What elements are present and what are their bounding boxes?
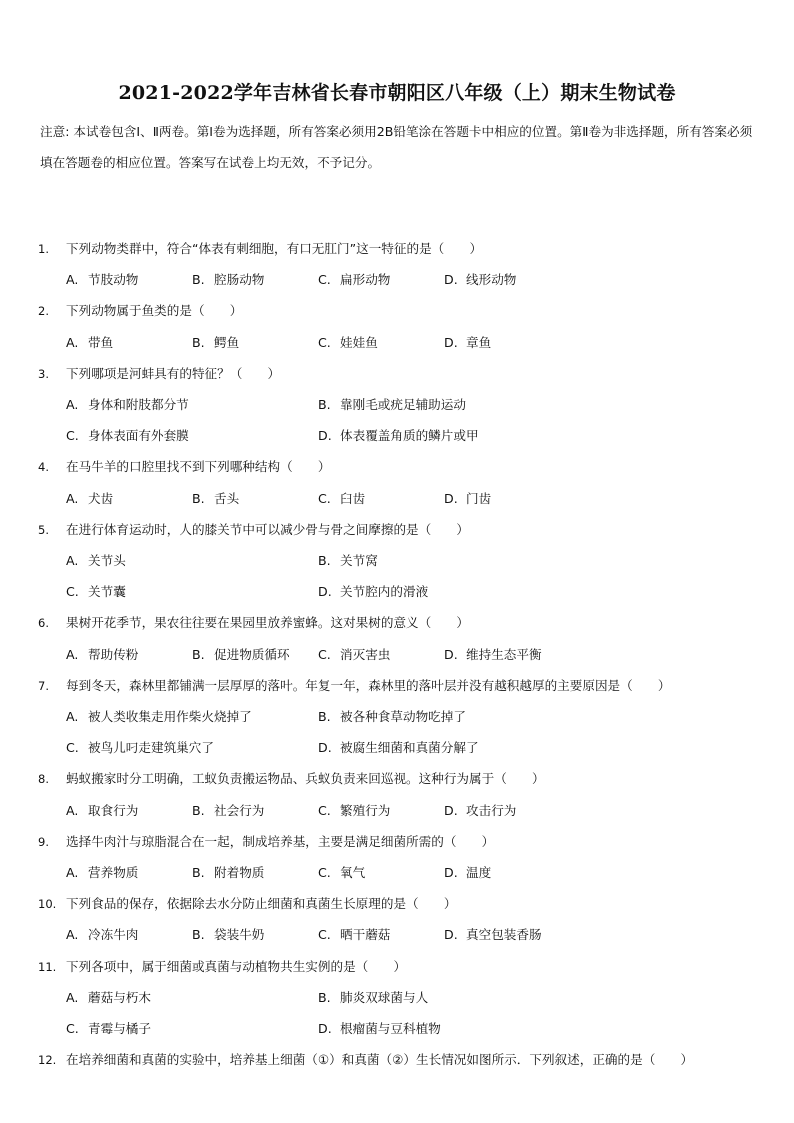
- option-c: [66, 425, 189, 447]
- question-number: 7.: [38, 678, 49, 693]
- option-a: [66, 644, 138, 666]
- option-text: 促进物质循环: [214, 646, 290, 662]
- question-stem: 在马牛羊的口腔里找不到下列哪种结构（ ）: [66, 459, 331, 475]
- option-letter: A.: [66, 553, 79, 568]
- option-letter: A.: [66, 646, 79, 662]
- question-9: [0, 831, 794, 853]
- option-b: [192, 269, 264, 291]
- option-letter: A.: [66, 802, 79, 818]
- option-text: 关节头: [88, 553, 126, 568]
- option-letter: B.: [318, 397, 331, 412]
- option-b: [318, 550, 378, 572]
- question-number: 6.: [38, 616, 49, 631]
- option-text: 娃娃鱼: [340, 334, 378, 350]
- option-text: 门齿: [466, 490, 492, 506]
- option-d: [318, 737, 479, 759]
- option-text: 臼齿: [340, 490, 366, 506]
- option-a: [66, 924, 138, 946]
- question-stem: 下列哪项是河蚌具有的特征？（ ）: [66, 365, 281, 381]
- option-text: 肺炎双球菌与人: [340, 989, 429, 1005]
- option-letter: C.: [66, 740, 79, 756]
- option-letter: B.: [318, 989, 331, 1005]
- option-letter: C.: [66, 428, 79, 444]
- question-8: [0, 768, 794, 790]
- option-a: [66, 269, 138, 291]
- option-text: 被人类收集走用作柴火烧掉了: [88, 709, 252, 724]
- option-text: 蘑菇与朽木: [88, 989, 151, 1005]
- option-b: [192, 488, 239, 510]
- option-c: [318, 800, 390, 822]
- option-letter: C.: [318, 802, 331, 818]
- option-d: [444, 332, 491, 354]
- option-c: [66, 581, 126, 603]
- question-stem: 选择牛肉汁与琼脂混合在一起，制成培养基，主要是满足细菌所需的（ ）: [66, 833, 495, 849]
- option-c: [66, 1018, 151, 1040]
- option-letter: C.: [318, 334, 331, 350]
- option-letter: C.: [318, 490, 331, 506]
- option-d: [444, 488, 491, 510]
- option-d: [318, 581, 428, 603]
- option-text: 维持生态平衡: [466, 646, 542, 662]
- question-7: [0, 675, 794, 697]
- option-b: [192, 800, 264, 822]
- option-letter: D.: [444, 646, 458, 662]
- option-text: 繁殖行为: [340, 802, 391, 818]
- option-letter: C.: [318, 646, 331, 662]
- option-a: [66, 550, 126, 572]
- option-c: [318, 924, 390, 946]
- option-letter: B.: [192, 490, 205, 506]
- option-text: 取食行为: [88, 802, 139, 818]
- option-d: [318, 425, 479, 447]
- option-text: 腔肠动物: [214, 272, 265, 288]
- option-letter: A.: [66, 989, 79, 1005]
- question-stem: 下列各项中，属于细菌或真菌与动植物共生实例的是（ ）: [66, 958, 407, 974]
- option-text: 被鸟儿叼走建筑巢穴了: [88, 740, 214, 756]
- question-3: [0, 363, 794, 385]
- question-stem: 下列动物属于鱼类的是（ ）: [66, 303, 243, 319]
- option-letter: D.: [444, 802, 458, 818]
- question-12: [0, 1049, 794, 1071]
- option-letter: D.: [318, 740, 332, 756]
- option-letter: B.: [192, 802, 205, 818]
- question-11: [0, 956, 794, 978]
- option-letter: D.: [444, 490, 458, 506]
- option-text: 冷冻牛肉: [88, 927, 139, 943]
- question-4: [0, 456, 794, 478]
- question-number: 9.: [38, 834, 49, 849]
- option-d: [444, 800, 516, 822]
- option-text: 营养物质: [88, 865, 139, 880]
- option-text: 体表覆盖角质的鳞片或甲: [340, 428, 479, 444]
- option-a: [66, 987, 151, 1009]
- option-letter: A.: [66, 865, 79, 880]
- option-letter: C.: [318, 927, 331, 943]
- option-text: 身体和附肢都分节: [88, 397, 189, 412]
- option-text: 被腐生细菌和真菌分解了: [340, 740, 479, 756]
- option-letter: B.: [192, 865, 205, 880]
- option-c: [318, 644, 390, 666]
- option-letter: C.: [318, 272, 331, 288]
- option-c: [66, 737, 214, 759]
- option-text: 线形动物: [466, 272, 517, 288]
- question-stem: 下列动物类群中，符合“体表有刺细胞，有口无肛门”这一特征的是（ ）: [66, 241, 483, 256]
- option-text: 攻击行为: [466, 802, 517, 818]
- option-text: 鳄鱼: [214, 334, 240, 350]
- option-text: 带鱼: [88, 334, 114, 350]
- option-b: [318, 706, 466, 728]
- option-text: 犬齿: [88, 490, 114, 506]
- option-letter: B.: [192, 927, 205, 943]
- question-number: 10.: [38, 897, 57, 912]
- option-text: 消灭害虫: [340, 646, 391, 662]
- option-letter: A.: [66, 334, 79, 350]
- exam-notice: 注意: 本试卷包含Ⅰ、Ⅱ两卷。第Ⅰ卷为选择题，所有答案必须用2B铅笔涂在答题卡中相应的位置。第Ⅱ卷为非选择题，所有答案必须填在答题卷的相应位置。答案写在试卷上均无效，不予记分。: [40, 124, 753, 170]
- question-number: 1.: [38, 242, 49, 256]
- option-letter: A.: [66, 927, 79, 943]
- question-2: [0, 300, 794, 322]
- question-stem: 蚂蚁搬家时分工明确，工蚁负责搬运物品、兵蚁负责来回巡视。这种行为属于（ ）: [66, 771, 545, 787]
- question-stem: 下列食品的保存，依据除去水分防止细菌和真菌生长原理的是（ ）: [66, 896, 457, 912]
- option-b: [192, 644, 290, 666]
- option-c: [318, 862, 365, 884]
- option-a: [66, 488, 113, 510]
- option-text: 氧气: [340, 865, 366, 880]
- option-letter: B.: [192, 334, 205, 350]
- question-number: 11.: [38, 959, 57, 974]
- option-text: 晒干蘑菇: [340, 927, 391, 943]
- option-b: [318, 394, 466, 416]
- option-letter: C.: [66, 1021, 79, 1036]
- option-text: 关节窝: [340, 553, 378, 568]
- option-letter: D.: [318, 1021, 332, 1036]
- option-text: 根瘤菌与豆科植物: [340, 1021, 441, 1036]
- question-number: 5.: [38, 522, 49, 537]
- option-text: 青霉与橘子: [88, 1021, 151, 1036]
- option-text: 关节囊: [88, 584, 126, 600]
- option-text: 关节腔内的滑液: [340, 584, 429, 600]
- option-a: [66, 800, 138, 822]
- option-letter: D.: [444, 865, 458, 880]
- option-text: 附着物质: [214, 865, 265, 880]
- exam-title: 2021-2022学年吉林省长春市朝阳区八年级（上）期末生物试卷: [118, 82, 676, 104]
- option-text: 社会行为: [214, 802, 265, 818]
- option-a: [66, 706, 252, 728]
- option-b: [318, 987, 428, 1009]
- question-number: 4.: [38, 460, 49, 475]
- question-number: 12.: [38, 1053, 57, 1068]
- option-letter: A.: [66, 397, 79, 412]
- option-letter: C.: [318, 865, 331, 880]
- option-letter: B.: [318, 709, 331, 724]
- option-letter: A.: [66, 490, 79, 506]
- option-letter: D.: [318, 428, 332, 444]
- option-letter: B.: [318, 553, 331, 568]
- question-stem: 在培养细菌和真菌的实验中，培养基上细菌（①）和真菌（②）生长情况如图所示．下列叙述，正确的是（ ）: [66, 1052, 694, 1068]
- option-letter: D.: [444, 334, 458, 350]
- option-letter: B.: [192, 272, 205, 288]
- option-d: [318, 1018, 441, 1040]
- option-text: 扁形动物: [340, 272, 391, 288]
- option-c: [318, 332, 378, 354]
- option-letter: C.: [66, 584, 79, 600]
- option-text: 靠刚毛或疣足辅助运动: [340, 397, 466, 412]
- question-6: [0, 612, 794, 634]
- option-a: [66, 862, 138, 884]
- question-number: 2.: [38, 304, 49, 319]
- option-letter: A.: [66, 709, 79, 724]
- option-text: 节肢动物: [88, 272, 139, 288]
- option-d: [444, 862, 491, 884]
- question-stem: 在进行体育运动时，人的膝关节中可以减少骨与骨之间摩擦的是（ ）: [66, 521, 469, 537]
- option-d: [444, 644, 542, 666]
- question-stem: 果树开花季节，果农往往要在果园里放养蜜蜂。这对果树的意义（ ）: [66, 615, 469, 631]
- option-c: [318, 269, 390, 291]
- option-text: 章鱼: [466, 334, 492, 350]
- option-letter: D.: [318, 584, 332, 600]
- option-text: 袋装牛奶: [214, 927, 265, 943]
- option-text: 帮助传粉: [88, 646, 139, 662]
- option-letter: A.: [66, 272, 79, 288]
- option-b: [192, 924, 264, 946]
- question-number: 3.: [38, 366, 49, 381]
- option-b: [192, 332, 239, 354]
- option-text: 身体表面有外套膜: [88, 428, 189, 444]
- question-number: 8.: [38, 772, 49, 787]
- option-b: [192, 862, 264, 884]
- option-letter: D.: [444, 272, 458, 288]
- option-c: [318, 488, 365, 510]
- option-d: [444, 924, 542, 946]
- option-a: [66, 332, 113, 354]
- question-1: [0, 238, 794, 260]
- option-d: [444, 269, 516, 291]
- option-text: 被各种食草动物吃掉了: [340, 709, 466, 724]
- question-5: [0, 519, 794, 541]
- question-10: [0, 893, 794, 915]
- option-a: [66, 394, 189, 416]
- option-text: 舌头: [214, 490, 240, 506]
- option-letter: D.: [444, 927, 458, 943]
- option-text: 真空包装香肠: [466, 927, 542, 943]
- question-stem: 每到冬天，森林里都铺满一层厚厚的落叶。年复一年，森林里的落叶层并没有越积越厚的主要原因是（ ）: [66, 677, 671, 693]
- option-text: 温度: [466, 865, 492, 880]
- option-letter: B.: [192, 646, 205, 662]
